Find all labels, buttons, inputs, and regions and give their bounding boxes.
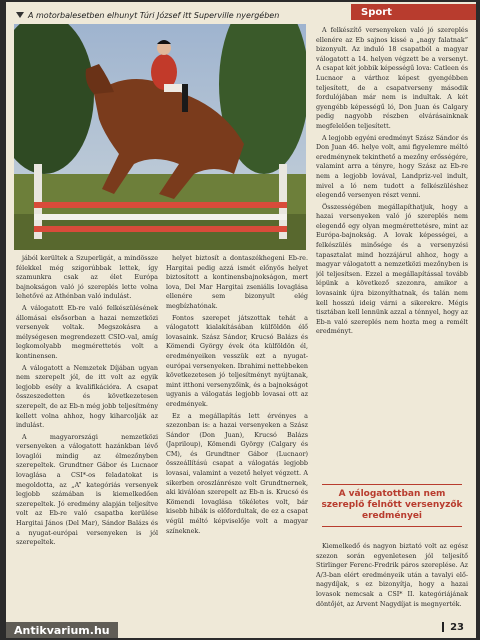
paragraph: A válogatott a Nemzetek Díjában ugyan nem szerepelt jól, de itt volt az egyik legjobb esély a kvalifikációra. A csapat összeszedetten és következetesen szerepelt, de az Eb-n még jobb teljesítmény kellett volna ahhoz, hogy kiharcolják az indulást. — [16, 363, 158, 430]
photo-caption-text: A motorbalesetben elhunyt Túri József itt Superville nyergében — [28, 10, 280, 20]
paragraph: helyet biztosít a dontaszékhegeni Eb-re. Hargitai pedig azzá ismét előnyös helyet biztosított a kontinensbajnokságon, mert lova, Del Mar Hargitai zseniális lovaglása ellenére sem bizonyult elég megbízhatónak. — [166, 254, 308, 310]
page-number-text: 23 — [450, 622, 464, 633]
horse-jumping-illustration — [14, 24, 306, 250]
paragraph: Kiemelkedő és nagyon biztató volt az egész szezon során egyenletesen jól teljesítő Stirlinger Ferenc-Fredrik páros szereplése. Az A/3-ban elért eredményeik után a tavalyi elő nagydíjak, s ez bizonyítja, hogy a hazai lovasok nemcsak a CSI* II. kategóriájának döntőjét, az Arvent Nagydíjat is megnyerték. — [316, 542, 468, 608]
paragraph: A válogatott Eb-re való felkészülésének állomásai elsősorban a hazai nemzetközi versenyek voltak. Megszokásra a mélységesen megrendezett CSIO-val, amíg legkomolyabb megmérettetés volt a kontinensen. — [16, 303, 158, 360]
divider — [322, 484, 462, 485]
show-jumping-photo — [14, 24, 306, 250]
article-column-2 — [166, 254, 308, 624]
paragraph: A legjobb egyéni eredményt Szász Sándor és Don Juan 46. helye volt, ami figyelemre méltó eredménynek tekinthető a mezőny erősségére, valamint arra a tényre, hogy Szász az Eb-re nem a legjobb lovával, Landpriz-vel indult, mivel a ló nem tudott a felkészüléshez elegendő versenyen részt venni. — [316, 133, 468, 200]
article-column-1 — [16, 254, 158, 624]
paragraph: Fontos szerepet játszottak tehát a válogatott kialakításában külföldön élő lovasaink. Szász Sándor, Krucsó Balázs és Kömendi György évek óta külföldön él, eredményeiken vesszük ezt a nyugat-európai versenyeken. Ibrahimi nettebbeken következetesen jó teljesítményt nyújtanak, mint itthoni versenyzőink, és a bajnokságot ugyanis a válogatás legjobb lovasai ott az eredmények. — [166, 313, 308, 408]
paragraph: jából kerültek a Szuperligát, a mindössze félekkel még szigorúbbak lettek, így szamunkra csak az élet Európa bajnokságon való jó szereplés lette volna lehetővé az Athénban való indulást. — [16, 254, 158, 301]
subsection-heading-text: A válogatottban nem szereplő felnőtt versenyzők eredményei — [321, 489, 463, 521]
subsection-heading — [316, 480, 468, 536]
triangle-bullet-icon — [16, 12, 24, 18]
page-number-bar — [442, 622, 444, 632]
paragraph: Ez a megállapítás lett érvényes a szezonban is: a hazai versenyeken a Szász Sándor (Don Juan), Krucsó Balázs (Japriloup), Kömendi György (Calgary és CM), és Grundtner Gábor (Lucnaor) összeállítású csapat a válogatás legjobb lovasai, valamint a vezető helyet végzett. A sikerben oroszlánrésze volt Grundtnernek, aki kiválóan szerepelt az Eb-n is. Krucsó és Kömendi lovaglása tökéletes volt, bár kisebb hibák is előfordultak, de ez a csapat végül méltó képviselője volt a magyar színeknek. — [166, 411, 308, 535]
paragraph: A felkészítő versenyeken való jó szereplés ellenére az Eb sajnos kissé a „nagy falatnak” bizonyult. Az induló 18 csapatból a magyar válogatott a 14. helyen végzett be a versenyt. A csapat két jobbik képességű lova: Catleen és Lucnaor a várthoz képest gyengébben teljesített, de a csapatverseny második fordulójában már nem is indultak. A két gyengébb képességű ló, Don Juan és Calgary pedig nagyobb részben elvárásainknak megfelelően teljesített. — [316, 26, 468, 130]
paragraph: A magyarországi nemzetközi versenyeken a válogatott hazánkban lévő lovaglói mindig az élmezőnyben szerepeltek. Grundtner Gábor és Lucnaor lovaglása a CSI*-os feladatokat is megoldotta, az „A” kategóriás versenyek legjobb számában is kiemelkedően szerepeltek. Jó eredmény alapján teljesítve volt az Eb-re való csapatba kerülése Hargitai János (Del Mar), Sándor Balázs és a nyugat-európai versenyeken is jól szerepeltek. — [16, 432, 158, 547]
article-column-3-continued — [316, 542, 468, 622]
article-column-3 — [316, 26, 468, 466]
paragraph: Összességében megállapíthatjuk, hogy a hazai versenyeken való jó szereplés nem elegendő egy olyan megmérettetésre, mint az Európa-bajnokság. A lovak képességei, a felkészülés minősége és a versenyzési tapasztalat mind hozzájárul ahhoz, hogy a magyar válogatott a nemzetközi mezőnyben is jól teljesítsen. Ezzel a megállapítással tovább lépünk a következő szezonra, amikor a lovasaink újra bizonyíthatnak, és talán nem kell hosszú ideig várni a sikerekre. Mégis tisztában kell lennünk azzal a ténnyel, hogy az Eb-n való szereplés nem hozta meg a remélt eredményt. — [316, 202, 468, 336]
section-tab-sport: Sport — [351, 4, 476, 20]
page-number — [442, 622, 464, 633]
watermark: Antikvarium.hu — [6, 622, 118, 638]
divider — [322, 526, 462, 527]
magazine-page — [6, 2, 476, 638]
photo-caption — [16, 8, 306, 22]
